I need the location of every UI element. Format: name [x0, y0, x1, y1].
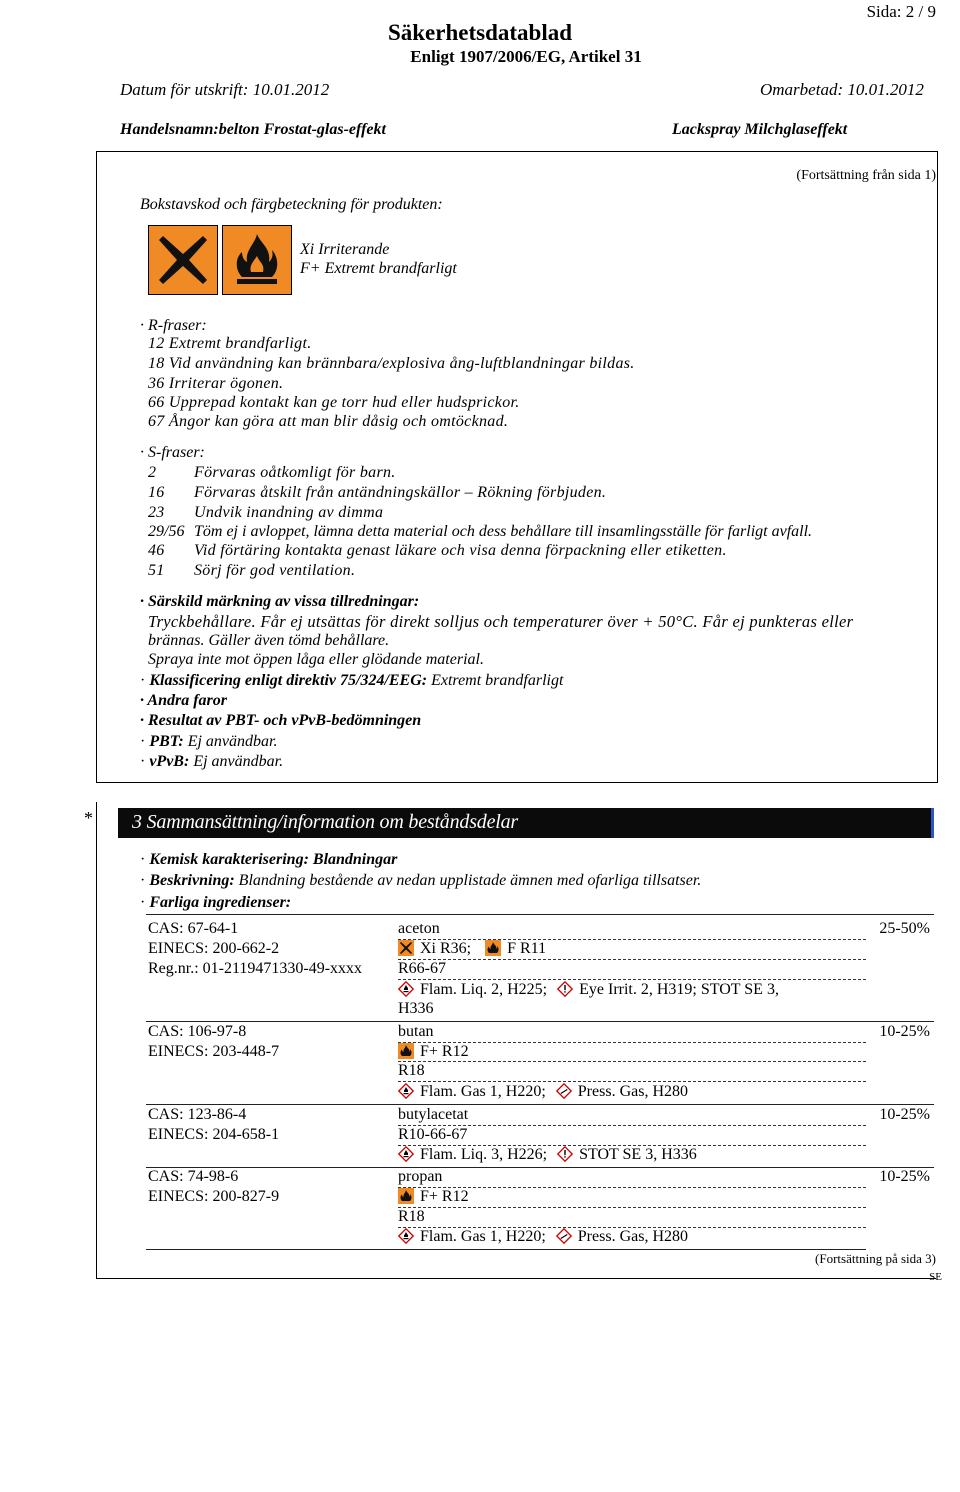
row-divider	[398, 1125, 866, 1126]
r-line-text: F+ R12	[420, 1043, 469, 1060]
ghs-gas-cylinder-icon	[556, 1083, 572, 1099]
clp-text: Flam. Gas 1, H220;	[420, 1083, 546, 1100]
s-phrase-text: Töm ej i avloppet, lämna detta material och dess behållare till insamlingsställe för farligt avfall.	[194, 523, 813, 540]
ingredient-id: EINECS: 200-827-9	[148, 1188, 280, 1205]
ingredient-name: propan	[398, 1168, 443, 1185]
other-hazards: · Andra faror	[140, 692, 227, 709]
harmful-x-icon	[148, 225, 218, 295]
ingredient-id: CAS: 74-98-6	[148, 1168, 239, 1185]
clp-text: Flam. Gas 1, H220;	[420, 1228, 546, 1245]
special-labelling-line: brännas. Gäller även tömd behållare.	[148, 632, 390, 649]
chem-characterisation: · Kemisk karakterisering: Blandningar	[140, 851, 398, 868]
continued-to: (Fortsättning på sida 3)	[815, 1251, 936, 1266]
r-phrases-heading: · R-fraser:	[140, 317, 207, 334]
row-separator	[146, 1021, 934, 1022]
ingredients-heading: · Farliga ingredienser:	[140, 894, 292, 911]
harmful-x-icon	[398, 940, 414, 956]
classification-label: Klassificering enligt direktiv 75/324/EEG:	[149, 672, 428, 689]
flame-icon	[398, 1188, 414, 1204]
clp-text: Press. Gas, H280	[577, 1228, 688, 1245]
ghs-flame-icon	[398, 1228, 414, 1244]
clp-text: Flam. Liq. 2, H225;	[420, 981, 548, 998]
special-heading-text: Särskild märkning av vissa tillredningar:	[148, 593, 420, 610]
vpvb-value: Ej användbar.	[193, 753, 284, 770]
letter-code-text: Bokstavskod och färgbeteckning för produkten:	[140, 196, 443, 213]
ingredient-clp-cont: H336	[398, 1000, 434, 1017]
ingredient-concentration: 10-25%	[879, 1023, 930, 1040]
row-divider	[398, 959, 866, 960]
row-divider	[398, 1081, 866, 1082]
ingredient-id: EINECS: 203-448-7	[148, 1043, 280, 1060]
ingredient-id: EINECS: 200-662-2	[148, 940, 280, 957]
ghs-flame-icon	[398, 1083, 414, 1099]
ghs-exclamation-icon	[557, 1146, 573, 1162]
document-subtitle: Enligt 1907/2006/EG, Artikel 31	[410, 47, 642, 66]
s-phrase-num: 23	[148, 504, 165, 521]
r-phrase: 18 Vid användning kan brännbara/explosiva ång-luftblandningar bildas.	[148, 355, 635, 372]
flame-icon	[222, 225, 292, 295]
other-hazards-text: Andra faror	[147, 692, 227, 709]
ingredient-r-extra: R10-66-67	[398, 1126, 468, 1143]
row-divider	[398, 1061, 866, 1062]
letter-code-heading	[140, 196, 443, 214]
row-divider	[398, 979, 866, 980]
row-separator	[146, 1104, 934, 1105]
clp-text: Press. Gas, H280	[577, 1083, 688, 1100]
ghs-flame-icon	[398, 981, 414, 997]
r-phrase: 12 Extremt brandfarligt.	[148, 335, 312, 352]
ingredient-id: CAS: 123-86-4	[148, 1106, 247, 1123]
ingredients-heading-text: Farliga ingredienser:	[149, 894, 292, 911]
pbt-heading-text: Resultat av PBT- och vPvB-bedömningen	[148, 712, 422, 729]
r-phrase: 66 Upprepad kontakt kan ge torr hud eller hudsprickor.	[148, 394, 520, 411]
section-3-bar	[118, 808, 934, 838]
chem-label: Kemisk karakterisering:	[149, 851, 309, 868]
s-phrase-num: 51	[148, 562, 165, 579]
special-labelling-heading: · Särskild märkning av vissa tillredningar:	[140, 593, 420, 610]
ingredient-id: CAS: 106-97-8	[148, 1023, 247, 1040]
ingredient-name: butan	[398, 1023, 434, 1040]
ingredient-r-extra: R18	[398, 1208, 425, 1225]
ingredient-r-line	[398, 1043, 469, 1061]
pbt-value: Ej användbar.	[187, 733, 278, 750]
ingredient-r-extra: R66-67	[398, 960, 446, 977]
ingredient-id: EINECS: 204-658-1	[148, 1126, 280, 1143]
clp-text: Eye Irrit. 2, H319; STOT SE 3,	[579, 981, 779, 998]
ingredient-concentration: 25-50%	[879, 920, 930, 937]
pbt-heading: · Resultat av PBT- och vPvB-bedömningen	[140, 712, 422, 729]
row-divider	[398, 1207, 866, 1208]
s-phrases-heading: · S-fraser:	[140, 444, 205, 461]
ghs-flame-icon	[398, 1146, 414, 1162]
hazard-f-label: F+ Extremt brandfarligt	[300, 260, 457, 277]
continued-from: (Fortsättning från sida 1)	[796, 168, 936, 183]
description-row: · Beskrivning: Blandning bestående av nedan upplistade ämnen med ofarliga tillsatser.	[140, 872, 702, 889]
r-phrase: 67 Ångor kan göra att man blir dåsig och omtöcknad.	[148, 413, 509, 430]
r-heading-text: R-fraser:	[148, 317, 207, 334]
s-phrase-num: 46	[148, 542, 165, 559]
document-title: Säkerhetsdatablad	[387, 20, 573, 45]
table-bottom-rule	[146, 1249, 866, 1250]
ingredient-concentration: 10-25%	[879, 1168, 930, 1185]
ingredient-clp	[398, 1146, 697, 1164]
ingredient-r-line	[398, 1188, 469, 1206]
row-separator	[146, 1167, 934, 1168]
s-phrase-text: Undvik inandning av dimma	[194, 504, 384, 521]
ingredient-clp	[398, 981, 779, 999]
print-date: Datum för utskrift: 10.01.2012	[120, 80, 330, 99]
clp-text: STOT SE 3, H336	[579, 1146, 697, 1163]
r-line-text: Xi R36;	[420, 940, 472, 957]
vpvb-label: vPvB:	[149, 753, 190, 770]
s-phrase-num: 16	[148, 484, 165, 501]
flame-icon	[485, 940, 501, 956]
s-phrase-text: Sörj för god ventilation.	[194, 562, 356, 579]
ingredient-r-line	[398, 940, 546, 958]
trade-name: Handelsnamn:belton Frostat-glas-effekt	[120, 121, 386, 138]
section-3-left-rule	[96, 802, 97, 1278]
description-value: Blandning bestående av nedan upplistade ämnen med ofarliga tillsatser.	[238, 872, 702, 889]
r-line-text: F R11	[507, 940, 547, 957]
description-label: Beskrivning:	[149, 872, 235, 889]
r-phrase: 36 Irriterar ögonen.	[148, 375, 284, 392]
footer-rule	[96, 1278, 936, 1279]
vpvb-row: · vPvB: Ej användbar.	[140, 753, 284, 770]
ingredient-clp	[398, 1083, 688, 1101]
ghs-exclamation-icon	[557, 981, 573, 997]
ingredient-id: CAS: 67-64-1	[148, 920, 239, 937]
change-asterisk: *	[84, 808, 93, 828]
product-name: Lackspray Milchglaseffekt	[672, 121, 848, 138]
special-labelling-line: Spraya inte mot öppen låga eller glödande material.	[148, 651, 484, 668]
ingredient-id: Reg.nr.: 01-2119471330-49-xxxx	[148, 960, 363, 977]
pbt-label: PBT:	[149, 733, 184, 750]
hazard-xi-label: Xi Irriterande	[300, 241, 390, 258]
chem-value: Blandningar	[312, 851, 398, 868]
flame-icon	[398, 1043, 414, 1059]
ingredient-concentration: 10-25%	[879, 1106, 930, 1123]
ingredient-name: butylacetat	[398, 1106, 469, 1123]
ingredient-name: aceton	[398, 920, 440, 937]
s-heading-text: S-fraser:	[148, 444, 205, 461]
r-line-text: F+ R12	[420, 1188, 469, 1205]
section-3-title: 3 Sammansättning/information om beståndsdelar	[132, 811, 519, 833]
s-phrase-text: Vid förtäring kontakta genast läkare och visa denna förpackning eller etiketten.	[194, 542, 727, 559]
s-phrase-num: 29/56	[148, 523, 185, 540]
language-code: SE	[929, 1271, 942, 1283]
pbt-row: · PBT: Ej användbar.	[140, 733, 278, 750]
classification-value: Extremt brandfarligt	[431, 672, 564, 689]
s-phrase-num: 2	[148, 464, 157, 481]
s-phrase-text: Förvaras åtskilt från antändningskällor – Rökning förbjuden.	[194, 484, 607, 501]
clp-text: Flam. Liq. 3, H226;	[420, 1146, 548, 1163]
s-phrase-text: Förvaras oåtkomligt för barn.	[194, 464, 396, 481]
ghs-gas-cylinder-icon	[556, 1228, 572, 1244]
revised-date: Omarbetad: 10.01.2012	[760, 80, 924, 99]
page-number: Sida: 2 / 9	[866, 2, 936, 21]
special-labelling-line: Tryckbehållare. Får ej utsättas för direkt solljus och temperaturer över + 50°C. Får ej punkteras eller	[148, 612, 854, 631]
classification-row: · Klassificering enligt direktiv 75/324/EEG: Extremt brandfarligt	[140, 672, 564, 689]
ingredient-clp	[398, 1228, 688, 1246]
ingredient-r-extra: R18	[398, 1062, 425, 1079]
